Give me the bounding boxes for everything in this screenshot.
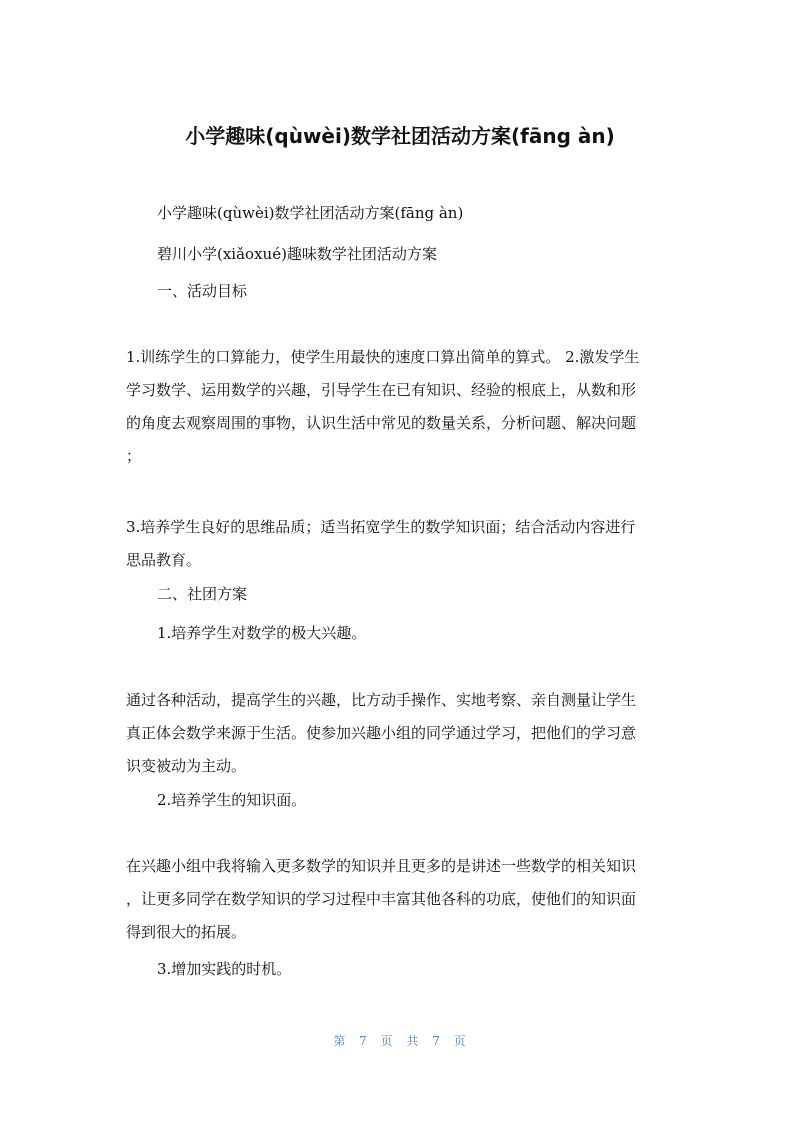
text-line: 通过各种活动，提高学生的兴趣，比方动手操作、实地考察、亲自测量让学生: [126, 691, 637, 709]
goal-paragraph-3: [126, 511, 674, 577]
text-line: 的角度去观察周围的事物，认识生活中常见的数量关系，分析问题、解决问题: [126, 414, 637, 432]
section-heading-plan: 二、社团方案: [157, 585, 248, 603]
text-line: 真正体会数学来源于生活。使参加兴趣小组的同学通过学习，把他们的学习意: [126, 724, 637, 742]
page-number: 第 7 页 共 7 页: [333, 1034, 467, 1048]
goal-paragraph-1: [126, 341, 674, 473]
text-line: ，让更多同学在数学知识的学习过程中丰富其他各科的功底，使他们的知识面: [126, 890, 637, 908]
text-line: 3.培养学生良好的思维品质；适当拓宽学生的数学知识面；结合活动内容进行: [126, 518, 636, 536]
text-line: 在兴趣小组中我将输入更多数学的知识并且更多的是讲述一些数学的相关知识: [126, 857, 637, 875]
plan-paragraph-1: [126, 684, 674, 783]
text-line: 识变被动为主动。: [126, 757, 247, 775]
text-line: 学习数学、运用数学的兴趣，引导学生在已有知识、经验的根底上，从数和形: [126, 381, 637, 399]
document-title: 小学趣味(qùwèi)数学社团活动方案(fāng àn): [185, 124, 615, 148]
school-title: 碧川小学(xiǎoxué)趣味数学社团活动方案: [157, 245, 437, 263]
section-heading-goals: 一、活动目标: [157, 282, 248, 300]
plan-paragraph-2: [126, 850, 674, 949]
text-line: 思品教育。: [126, 551, 202, 569]
text-line: 1.训练学生的口算能力，使学生用最快的速度口算出简单的算式。 2.激发学生: [126, 348, 640, 366]
plan-heading-2: 2.培养学生的知识面。: [157, 791, 307, 809]
plan-heading-1: 1.培养学生对数学的极大兴趣。: [157, 624, 367, 642]
subtitle: 小学趣味(qùwèi)数学社团活动方案(fāng àn): [157, 204, 464, 222]
text-line: ；: [126, 447, 142, 465]
text-line: 得到很大的拓展。: [126, 923, 247, 941]
plan-heading-3: 3.增加实践的时机。: [157, 960, 292, 978]
